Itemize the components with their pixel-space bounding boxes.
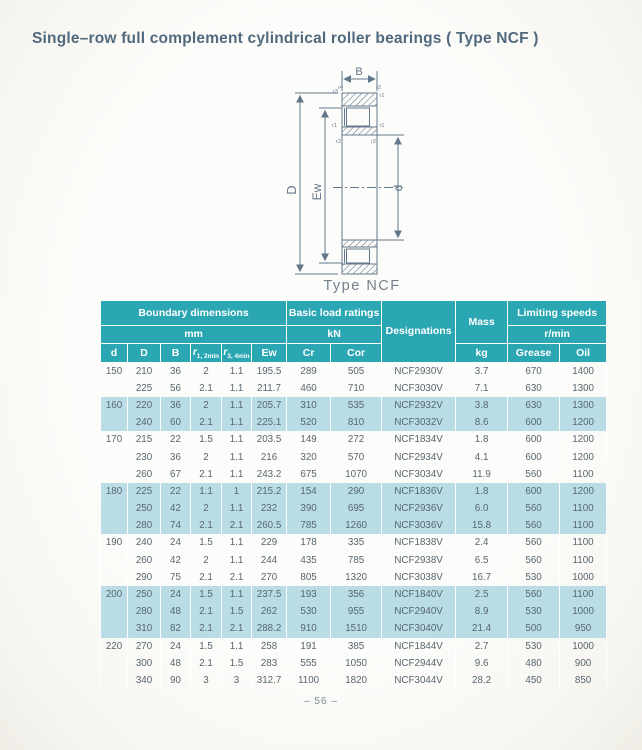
cell-cor: 1050 (331, 655, 382, 672)
cell-d (101, 620, 128, 637)
cell-B: 90 (161, 672, 191, 689)
cell-desig: NCF2936V (382, 500, 456, 517)
cell-d (101, 448, 128, 465)
cell-r34: 1.1 (222, 552, 252, 569)
table-row (101, 363, 607, 380)
cell-r34: 2.1 (222, 517, 252, 534)
cell-grease: 560 (508, 500, 560, 517)
cell-desig: NCF2932V (382, 397, 456, 414)
cell-ew: 216 (252, 448, 287, 465)
cell-oil: 1000 (560, 638, 607, 655)
cell-d: 190 (101, 534, 128, 551)
cell-oil: 1000 (560, 603, 607, 620)
cell-d (101, 380, 128, 397)
header-designations: Designations (382, 301, 456, 363)
cell-d (101, 655, 128, 672)
cell-grease: 480 (508, 655, 560, 672)
cell-r12: 1.5 (191, 638, 222, 655)
cell-grease: 530 (508, 569, 560, 586)
cell-d (101, 569, 128, 586)
cell-d (101, 672, 128, 689)
cell-oil: 1200 (560, 431, 607, 448)
cell-ew: 225.1 (252, 414, 287, 431)
table-row (101, 672, 607, 689)
cell-oil: 1100 (560, 552, 607, 569)
cell-mass: 28.2 (456, 672, 508, 689)
cell-d: 170 (101, 431, 128, 448)
cell-B: 60 (161, 414, 191, 431)
cell-B: 48 (161, 655, 191, 672)
cell-desig: NCF2940V (382, 603, 456, 620)
cell-mass: 1.8 (456, 483, 508, 500)
header-unit-mm: mm (101, 326, 287, 344)
cell-r12: 2.1 (191, 414, 222, 431)
cell-desig: NCF3032V (382, 414, 456, 431)
cell-cr: 390 (287, 500, 331, 517)
cell-cor: 1510 (331, 620, 382, 637)
table-row (101, 534, 607, 551)
cell-D: 310 (128, 620, 161, 637)
cell-r12: 2 (191, 448, 222, 465)
col-header-r34: $r_{3, 4min}$ (222, 344, 252, 363)
cell-D: 340 (128, 672, 161, 689)
table-row (101, 603, 607, 620)
cell-mass: 2.7 (456, 638, 508, 655)
cell-mass: 2.5 (456, 586, 508, 603)
cell-grease: 600 (508, 414, 560, 431)
cell-oil: 1100 (560, 586, 607, 603)
page-number: – 56 – (304, 696, 338, 707)
cell-cr: 191 (287, 638, 331, 655)
cell-D: 260 (128, 552, 161, 569)
cell-cor: 1820 (331, 672, 382, 689)
cell-r12: 1.5 (191, 431, 222, 448)
cell-r34: 2.1 (222, 569, 252, 586)
dim-label-b: B (355, 66, 363, 78)
cell-B: 36 (161, 397, 191, 414)
cell-oil: 1300 (560, 397, 607, 414)
cell-cr: 1100 (287, 672, 331, 689)
cell-grease: 500 (508, 620, 560, 637)
cell-desig: NCF2944V (382, 655, 456, 672)
cell-ew: 215.2 (252, 483, 287, 500)
cell-r12: 1.5 (191, 586, 222, 603)
table-row (101, 431, 607, 448)
cell-mass: 3.7 (456, 363, 508, 380)
cell-ew: 258 (252, 638, 287, 655)
cell-grease: 600 (508, 448, 560, 465)
cell-cr: 805 (287, 569, 331, 586)
cell-ew: 243.2 (252, 466, 287, 483)
col-header-cr: Cr (287, 344, 331, 363)
cell-cr: 520 (287, 414, 331, 431)
cell-ew: 260.5 (252, 517, 287, 534)
cell-r34: 1.1 (222, 586, 252, 603)
cell-B: 36 (161, 448, 191, 465)
cell-r34: 1 (222, 483, 252, 500)
cell-desig: NCF1840V (382, 586, 456, 603)
cell-B: 24 (161, 638, 191, 655)
cell-oil: 1100 (560, 517, 607, 534)
cell-oil: 850 (560, 672, 607, 689)
cell-r34: 1.1 (222, 431, 252, 448)
bearing-cross-section-diagram (238, 64, 458, 278)
cell-desig: NCF1836V (382, 483, 456, 500)
cell-cr: 435 (287, 552, 331, 569)
cell-r34: 1.1 (222, 397, 252, 414)
cell-mass: 7.1 (456, 380, 508, 397)
cell-D: 210 (128, 363, 161, 380)
cell-mass: 6.5 (456, 552, 508, 569)
cell-cr: 310 (287, 397, 331, 414)
cell-D: 250 (128, 500, 161, 517)
cell-r34: 3 (222, 672, 252, 689)
cell-r34: 1.5 (222, 603, 252, 620)
table-row (101, 397, 607, 414)
cell-ew: 203.5 (252, 431, 287, 448)
cell-d (101, 414, 128, 431)
cell-cor: 535 (331, 397, 382, 414)
cell-r34: 1.1 (222, 448, 252, 465)
cell-cor: 785 (331, 552, 382, 569)
header-unit-rmin: r/min (508, 326, 607, 344)
cell-D: 300 (128, 655, 161, 672)
cell-cor: 1320 (331, 569, 382, 586)
table-row (101, 569, 607, 586)
cell-r12: 2.1 (191, 603, 222, 620)
cell-ew: 229 (252, 534, 287, 551)
cell-cr: 289 (287, 363, 331, 380)
cell-cor: 356 (331, 586, 382, 603)
cell-ew: 195.5 (252, 363, 287, 380)
cell-oil: 1100 (560, 466, 607, 483)
dim-label-bore: d (391, 184, 405, 192)
cell-r34: 1.5 (222, 655, 252, 672)
bearing-diagram-svg (238, 64, 458, 278)
header-limiting-speeds: Limiting speeds (508, 301, 607, 326)
cell-r12: 2.1 (191, 569, 222, 586)
cell-d (101, 500, 128, 517)
table-body (101, 363, 607, 690)
cell-r12: 2.1 (191, 620, 222, 637)
cell-cor: 955 (331, 603, 382, 620)
cell-d (101, 466, 128, 483)
cell-B: 22 (161, 483, 191, 500)
cell-d: 220 (101, 638, 128, 655)
fillet-label-r2-br: r2 (371, 139, 376, 145)
cell-cor: 272 (331, 431, 382, 448)
cell-cr: 149 (287, 431, 331, 448)
bearings-table (100, 300, 607, 689)
cell-mass: 15.8 (456, 517, 508, 534)
cell-cr: 530 (287, 603, 331, 620)
fillet-label-r4: r4 (338, 85, 343, 91)
cell-grease: 560 (508, 517, 560, 534)
table-row (101, 638, 607, 655)
cell-r34: 1.1 (222, 638, 252, 655)
cell-desig: NCF3040V (382, 620, 456, 637)
cell-B: 67 (161, 466, 191, 483)
cell-desig: NCF3044V (382, 672, 456, 689)
col-header-d: d (101, 344, 128, 363)
col-header-B: B (161, 344, 191, 363)
cell-ew: 262 (252, 603, 287, 620)
cell-oil: 1200 (560, 448, 607, 465)
cell-cr: 460 (287, 380, 331, 397)
dim-label-ew: Ew (310, 183, 324, 201)
table-row (101, 655, 607, 672)
cell-cor: 1070 (331, 466, 382, 483)
col-header-oil: Oil (560, 344, 607, 363)
cell-D: 225 (128, 483, 161, 500)
cell-B: 24 (161, 534, 191, 551)
cell-B: 56 (161, 380, 191, 397)
cell-D: 280 (128, 603, 161, 620)
cell-grease: 560 (508, 586, 560, 603)
cell-D: 215 (128, 431, 161, 448)
fillet-label-r2-bl: r2 (336, 139, 341, 145)
cell-grease: 630 (508, 380, 560, 397)
cell-grease: 600 (508, 483, 560, 500)
cell-D: 280 (128, 517, 161, 534)
diagram-caption: Type NCF (323, 278, 401, 294)
fillet-label-r1-bl: r1 (332, 123, 337, 129)
cell-B: 22 (161, 431, 191, 448)
cell-r34: 1.1 (222, 466, 252, 483)
cell-ew: 312.7 (252, 672, 287, 689)
cell-cor: 1260 (331, 517, 382, 534)
cell-grease: 600 (508, 431, 560, 448)
cell-mass: 11.9 (456, 466, 508, 483)
fillet-label-r1-top: r1 (379, 93, 385, 99)
cell-d (101, 517, 128, 534)
cell-r34: 1.1 (222, 500, 252, 517)
col-header-ew: Ew (252, 344, 287, 363)
cell-mass: 9.6 (456, 655, 508, 672)
cell-cr: 178 (287, 534, 331, 551)
cell-cr: 320 (287, 448, 331, 465)
cell-cr: 193 (287, 586, 331, 603)
cell-ew: 232 (252, 500, 287, 517)
dim-label-outer-diameter: D (284, 185, 299, 195)
cell-desig: NCF1834V (382, 431, 456, 448)
cell-mass: 1.8 (456, 431, 508, 448)
cell-r34: 1.1 (222, 363, 252, 380)
cell-cr: 555 (287, 655, 331, 672)
cell-oil: 1400 (560, 363, 607, 380)
cell-ew: 283 (252, 655, 287, 672)
cell-r12: 2.1 (191, 380, 222, 397)
cell-B: 82 (161, 620, 191, 637)
cell-r34: 2.1 (222, 620, 252, 637)
fillet-label-r1-br: r1 (379, 123, 385, 129)
cell-r12: 1.1 (191, 483, 222, 500)
cell-B: 42 (161, 552, 191, 569)
cell-cor: 695 (331, 500, 382, 517)
cell-B: 48 (161, 603, 191, 620)
fillet-label-r3: r3 (333, 89, 338, 95)
cell-mass: 8.6 (456, 414, 508, 431)
cell-desig: NCF2930V (382, 363, 456, 380)
cell-ew: 270 (252, 569, 287, 586)
header-unit-kn: kN (287, 326, 382, 344)
cell-ew: 288.2 (252, 620, 287, 637)
cell-oil: 950 (560, 620, 607, 637)
cell-mass: 16.7 (456, 569, 508, 586)
cell-oil: 1300 (560, 380, 607, 397)
table-row (101, 380, 607, 397)
cell-desig: NCF3034V (382, 466, 456, 483)
cell-d (101, 603, 128, 620)
cell-d: 160 (101, 397, 128, 414)
cell-cr: 675 (287, 466, 331, 483)
cell-desig: NCF2934V (382, 448, 456, 465)
fillet-label-r2-top: r2 (376, 85, 381, 91)
cell-r34: 1.1 (222, 380, 252, 397)
cell-grease: 530 (508, 638, 560, 655)
cell-grease: 560 (508, 466, 560, 483)
cell-mass: 6.0 (456, 500, 508, 517)
cell-cr: 154 (287, 483, 331, 500)
cell-cor: 505 (331, 363, 382, 380)
cell-cor: 290 (331, 483, 382, 500)
cell-oil: 1000 (560, 569, 607, 586)
cell-mass: 2.4 (456, 534, 508, 551)
cell-ew: 211.7 (252, 380, 287, 397)
cell-mass: 21.4 (456, 620, 508, 637)
table-row (101, 552, 607, 569)
table-row (101, 414, 607, 431)
header-boundary-dimensions: Boundary dimensions (101, 301, 287, 326)
cell-oil: 1200 (560, 414, 607, 431)
cell-desig: NCF1838V (382, 534, 456, 551)
table-row (101, 500, 607, 517)
cell-cr: 910 (287, 620, 331, 637)
cell-d (101, 552, 128, 569)
cell-r34: 1.1 (222, 534, 252, 551)
cell-oil: 1200 (560, 483, 607, 500)
header-mass: Mass (456, 301, 508, 344)
cell-D: 250 (128, 586, 161, 603)
cell-ew: 244 (252, 552, 287, 569)
cell-oil: 1100 (560, 534, 607, 551)
cell-D: 290 (128, 569, 161, 586)
col-header-cor: Cor (331, 344, 382, 363)
cell-ew: 205.7 (252, 397, 287, 414)
cell-cr: 785 (287, 517, 331, 534)
cell-B: 74 (161, 517, 191, 534)
cell-mass: 8.9 (456, 603, 508, 620)
cell-cor: 385 (331, 638, 382, 655)
cell-r12: 2.1 (191, 655, 222, 672)
cell-grease: 560 (508, 552, 560, 569)
col-header-grease: Grease (508, 344, 560, 363)
table-row (101, 466, 607, 483)
cell-desig: NCF3030V (382, 380, 456, 397)
cell-D: 230 (128, 448, 161, 465)
cell-r12: 2 (191, 363, 222, 380)
cell-grease: 560 (508, 534, 560, 551)
cell-grease: 450 (508, 672, 560, 689)
cell-desig: NCF3036V (382, 517, 456, 534)
cell-r34: 1.1 (222, 414, 252, 431)
table-row (101, 483, 607, 500)
cell-B: 75 (161, 569, 191, 586)
cell-d: 200 (101, 586, 128, 603)
cell-r12: 2 (191, 552, 222, 569)
table-row (101, 517, 607, 534)
cell-D: 260 (128, 466, 161, 483)
cell-ew: 237.5 (252, 586, 287, 603)
cell-cor: 810 (331, 414, 382, 431)
cell-mass: 4.1 (456, 448, 508, 465)
table-row (101, 620, 607, 637)
cell-D: 220 (128, 397, 161, 414)
table-row (101, 586, 607, 603)
col-header-r12: $r_{1, 2min}$ (191, 344, 222, 363)
cell-r12: 2 (191, 397, 222, 414)
cell-grease: 530 (508, 603, 560, 620)
cell-B: 42 (161, 500, 191, 517)
cell-grease: 670 (508, 363, 560, 380)
cell-r12: 1.5 (191, 534, 222, 551)
cell-desig: NCF1844V (382, 638, 456, 655)
cell-D: 240 (128, 414, 161, 431)
cell-r12: 2.1 (191, 466, 222, 483)
cell-D: 225 (128, 380, 161, 397)
cell-r12: 3 (191, 672, 222, 689)
cell-grease: 630 (508, 397, 560, 414)
col-header-D: D (128, 344, 161, 363)
cell-r12: 2 (191, 500, 222, 517)
cell-r12: 2.1 (191, 517, 222, 534)
header-basic-load-ratings: Basic load ratings (287, 301, 382, 326)
header-unit-kg: kg (456, 344, 508, 363)
cell-cor: 710 (331, 380, 382, 397)
cell-desig: NCF2938V (382, 552, 456, 569)
cell-mass: 3.8 (456, 397, 508, 414)
cell-D: 240 (128, 534, 161, 551)
cell-cor: 570 (331, 448, 382, 465)
page-title: Single–row full complement cylindrical roller bearings ( Type NCF ) (32, 30, 539, 47)
cell-B: 24 (161, 586, 191, 603)
cell-desig: NCF3038V (382, 569, 456, 586)
table-row (101, 448, 607, 465)
cell-d: 150 (101, 363, 128, 380)
cell-oil: 900 (560, 655, 607, 672)
cell-B: 36 (161, 363, 191, 380)
cell-d: 180 (101, 483, 128, 500)
cell-oil: 1100 (560, 500, 607, 517)
cell-cor: 335 (331, 534, 382, 551)
cell-D: 270 (128, 638, 161, 655)
